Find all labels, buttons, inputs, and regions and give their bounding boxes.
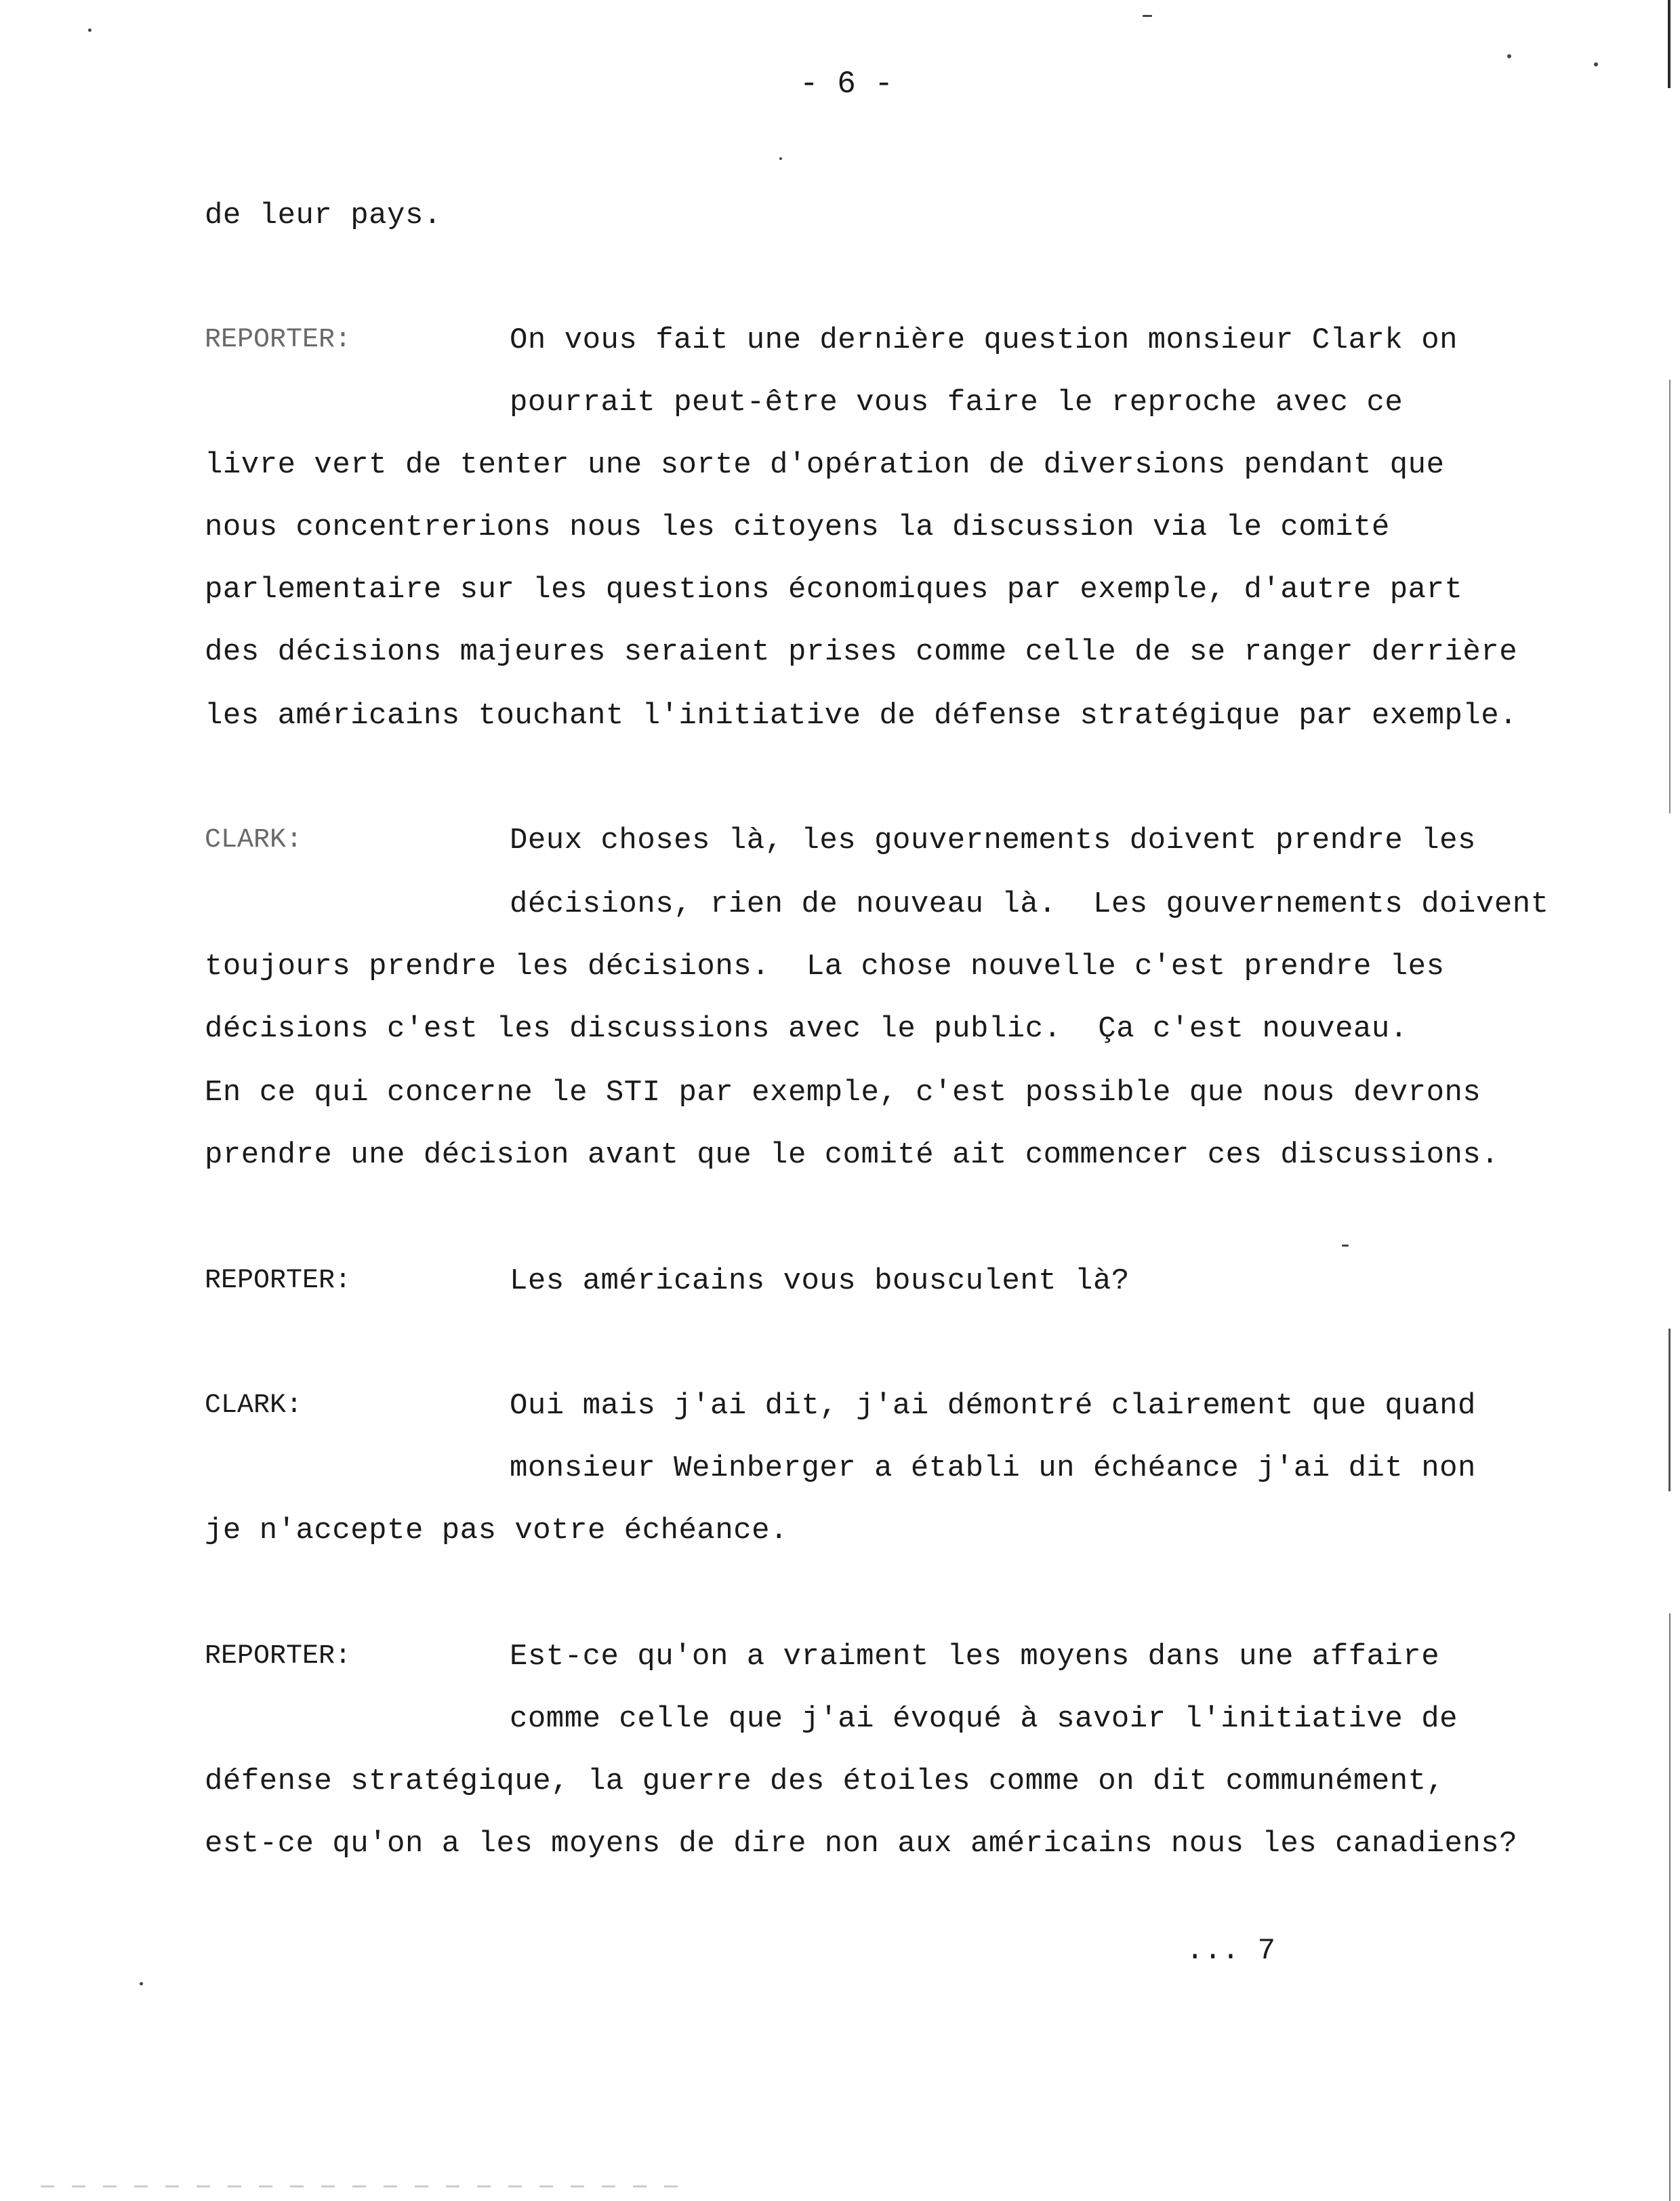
- scan-speck: [140, 1982, 143, 1985]
- exchange-line: décisions, rien de nouveau là. Les gouvernements doivent: [510, 887, 1549, 921]
- exchange-line: est-ce qu'on a les moyens de dire non aux américains nous les canadiens?: [205, 1827, 1518, 1861]
- exchange-first-line: Oui mais j'ai dit, j'ai démontré clairement que quand: [510, 1389, 1476, 1423]
- scan-speck: [1342, 1245, 1349, 1247]
- exchange-line: des décisions majeures seraient prises comme celle de se ranger derrière: [205, 635, 1518, 669]
- exchange-line: livre vert de tenter une sorte d'opération de diversions pendant que: [205, 448, 1445, 482]
- exchange-line: monsieur Weinberger a établi un échéance j'ai dit non: [510, 1451, 1476, 1485]
- page-number: - 6 -: [800, 66, 894, 102]
- scan-speck: [1143, 15, 1152, 17]
- scan-edge-mark: [1668, 1329, 1671, 1491]
- speaker-label: REPORTER:: [205, 1641, 352, 1672]
- speaker-label: CLARK:: [205, 825, 303, 855]
- exchange-line: nous concentrerions nous les citoyens la discussion via le comité: [205, 510, 1390, 544]
- exchange-line: défense stratégique, la guerre des étoiles comme on dit communément,: [205, 1764, 1445, 1798]
- scan-bottom-noise: [41, 2185, 678, 2187]
- speaker-label: CLARK:: [205, 1390, 303, 1421]
- scan-speck: [1507, 54, 1511, 58]
- exchange-first-line: Deux choses là, les gouvernements doivent prendre les: [510, 824, 1476, 857]
- scan-speck: [779, 157, 782, 160]
- exchange-line: comme celle que j'ai évoqué à savoir l'initiative de: [510, 1702, 1458, 1736]
- exchange-line: les américains touchant l'initiative de défense stratégique par exemple.: [205, 699, 1518, 733]
- scan-edge-mark: [1669, 1613, 1671, 2201]
- scan-edge-mark: [1668, 0, 1671, 88]
- exchange-line: toujours prendre les décisions. La chose nouvelle c'est prendre les: [205, 950, 1445, 984]
- opening-line: de leur pays.: [205, 199, 442, 233]
- exchange-first-line: On vous fait une dernière question monsieur Clark on: [510, 323, 1458, 357]
- scan-speck: [88, 28, 91, 32]
- exchange-line: décisions c'est les discussions avec le public. Ça c'est nouveau.: [205, 1012, 1408, 1046]
- scan-speck: [1594, 62, 1598, 66]
- exchange-line: prendre une décision avant que le comité ait commencer ces discussions.: [205, 1138, 1500, 1172]
- exchange-first-line: Les américains vous bousculent là?: [510, 1264, 1130, 1298]
- speaker-label: REPORTER:: [205, 1266, 352, 1296]
- speaker-label: REPORTER:: [205, 325, 352, 355]
- exchange-line: parlementaire sur les questions économiques par exemple, d'autre part: [205, 573, 1463, 607]
- exchange-first-line: Est-ce qu'on a vraiment les moyens dans une affaire: [510, 1640, 1440, 1674]
- scan-edge-mark: [1669, 380, 1671, 813]
- exchange-line: En ce qui concerne le STI par exemple, c'est possible que nous devrons: [205, 1076, 1481, 1110]
- exchange-line: pourrait peut-être vous faire le reproche avec ce: [510, 386, 1404, 420]
- continued-marker: ... 7: [1186, 1934, 1276, 1968]
- exchange-line: je n'accepte pas votre échéance.: [205, 1514, 788, 1548]
